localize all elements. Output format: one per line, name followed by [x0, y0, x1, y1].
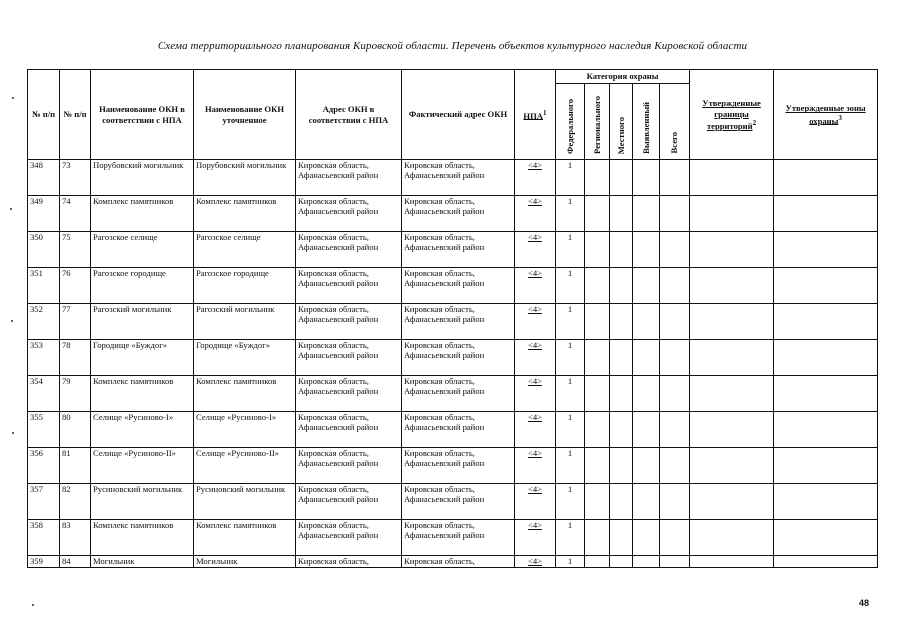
cell-cat-regional — [585, 448, 610, 484]
cell-npa — [515, 232, 556, 268]
cell-cat-local — [610, 556, 633, 568]
cell-num: 358 — [28, 520, 60, 556]
cell-cat-regional — [585, 268, 610, 304]
table-row — [28, 376, 878, 412]
cell-address-actual: Кировская область, Афанасьевский район — [402, 304, 515, 340]
cell-num: 357 — [28, 484, 60, 520]
table-row — [28, 196, 878, 232]
cell-address: Кировская область, Афанасьевский район — [296, 520, 402, 556]
cell-cat-total — [660, 340, 690, 376]
header-approved-zones — [774, 70, 878, 160]
scan-speck — [12, 97, 14, 99]
cell-name-refined: Селище «Русиново-II» — [194, 448, 296, 484]
cell-name: Рагозский могильник — [91, 304, 194, 340]
header-name-refined: Наименование ОКН уточненное — [194, 70, 296, 160]
header-cat-total — [660, 84, 690, 160]
header-approved-zones-footnote: 3 — [838, 113, 842, 122]
cell-address-actual: Кировская область, Афанасьевский район — [402, 520, 515, 556]
cell-npa — [515, 448, 556, 484]
cell-name-refined: Рагозское селище — [194, 232, 296, 268]
cell-cat-total — [660, 484, 690, 520]
cell-cat-federal: 1 — [556, 448, 585, 484]
cell-cat-federal: 1 — [556, 376, 585, 412]
table-row — [28, 160, 878, 196]
cell-cat-total — [660, 160, 690, 196]
cell-cat-federal: 1 — [556, 556, 585, 568]
cell-npa — [515, 484, 556, 520]
cell-num-2: 74 — [60, 196, 91, 232]
cell-cat-identified — [633, 412, 660, 448]
cell-zones — [774, 412, 878, 448]
cell-cat-identified — [633, 160, 660, 196]
cell-borders — [690, 376, 774, 412]
header-cat-local — [610, 84, 633, 160]
cell-address: Кировская область, Афанасьевский район — [296, 376, 402, 412]
npa-link[interactable]: <4> — [528, 340, 542, 350]
cell-address: Кировская область, Афанасьевский район — [296, 196, 402, 232]
cell-zones — [774, 268, 878, 304]
cell-borders — [690, 268, 774, 304]
cell-cat-regional — [585, 520, 610, 556]
npa-link[interactable]: <4> — [528, 484, 542, 494]
cell-cat-identified — [633, 376, 660, 412]
table-row — [28, 412, 878, 448]
cell-cat-regional — [585, 304, 610, 340]
cell-zones — [774, 304, 878, 340]
cell-num-2: 78 — [60, 340, 91, 376]
scan-speck — [12, 432, 14, 434]
cell-cat-federal: 1 — [556, 412, 585, 448]
cell-cat-federal: 1 — [556, 304, 585, 340]
header-npa-footnote: 1 — [543, 108, 547, 117]
cell-address-actual: Кировская область, Афанасьевский район — [402, 232, 515, 268]
cell-name: Порубовский могильник — [91, 160, 194, 196]
cell-num-2: 76 — [60, 268, 91, 304]
cell-zones — [774, 556, 878, 568]
cell-address: Кировская область, Афанасьевский район — [296, 340, 402, 376]
cell-zones — [774, 340, 878, 376]
header-address-actual: Фактический адрес ОКН — [402, 70, 515, 160]
cell-num-2: 82 — [60, 484, 91, 520]
npa-link[interactable]: <4> — [528, 376, 542, 386]
cell-address-actual: Кировская область, Афанасьевский район — [402, 196, 515, 232]
cell-cat-federal: 1 — [556, 232, 585, 268]
cell-address: Кировская область, — [296, 556, 402, 568]
header-approved-borders — [690, 70, 774, 160]
cell-zones — [774, 160, 878, 196]
npa-link[interactable]: <4> — [528, 160, 542, 170]
cell-cat-identified — [633, 484, 660, 520]
table-row — [28, 484, 878, 520]
header-cat-local-label: Местного — [615, 116, 626, 154]
cell-npa — [515, 196, 556, 232]
cell-cat-identified — [633, 340, 660, 376]
cell-address-actual: Кировская область, Афанасьевский район — [402, 448, 515, 484]
header-cat-regional-label: Регионального — [591, 95, 602, 154]
cell-borders — [690, 196, 774, 232]
cell-num-2: 79 — [60, 376, 91, 412]
cell-cat-regional — [585, 232, 610, 268]
cell-cat-federal: 1 — [556, 520, 585, 556]
cell-zones — [774, 448, 878, 484]
cell-cat-identified — [633, 556, 660, 568]
npa-link[interactable]: <4> — [528, 196, 542, 206]
cell-borders — [690, 484, 774, 520]
npa-link[interactable]: <4> — [528, 520, 542, 530]
table-row — [28, 304, 878, 340]
cell-borders — [690, 556, 774, 568]
cell-cat-local — [610, 232, 633, 268]
cell-cat-total — [660, 304, 690, 340]
header-cat-federal-label: Федерального — [564, 98, 575, 154]
cell-cat-local — [610, 376, 633, 412]
cell-name: Селище «Русиново-II» — [91, 448, 194, 484]
cell-num-2: 80 — [60, 412, 91, 448]
header-npa — [515, 70, 556, 160]
cell-num: 348 — [28, 160, 60, 196]
cell-address-actual: Кировская область, Афанасьевский район — [402, 412, 515, 448]
cell-cat-regional — [585, 340, 610, 376]
npa-link[interactable]: <4> — [528, 304, 542, 314]
cell-num-2: 81 — [60, 448, 91, 484]
cell-address-actual: Кировская область, Афанасьевский район — [402, 340, 515, 376]
cell-num: 354 — [28, 376, 60, 412]
cell-name-refined: Могильник — [194, 556, 296, 568]
cell-cat-local — [610, 304, 633, 340]
header-cat-identified — [633, 84, 660, 160]
cell-num: 353 — [28, 340, 60, 376]
cell-address-actual: Кировская область, Афанасьевский район — [402, 160, 515, 196]
cell-cat-local — [610, 412, 633, 448]
cell-name: Комплекс памятников — [91, 196, 194, 232]
cell-cat-local — [610, 160, 633, 196]
npa-link[interactable]: <4> — [528, 232, 542, 242]
cell-cat-identified — [633, 304, 660, 340]
cell-npa — [515, 412, 556, 448]
table-row — [28, 448, 878, 484]
cell-address-actual: Кировская область, Афанасьевский район — [402, 268, 515, 304]
table-row — [28, 556, 878, 568]
cell-cat-federal: 1 — [556, 340, 585, 376]
cell-borders — [690, 160, 774, 196]
header-approved-borders-footnote: 2 — [752, 118, 757, 127]
cell-cat-regional — [585, 376, 610, 412]
header-name-npa: Наименование ОКН в соответствии с НПА — [91, 70, 194, 160]
npa-link[interactable]: <4> — [528, 556, 542, 566]
header-cat-identified-label: Выявленный — [640, 102, 651, 154]
cell-zones — [774, 484, 878, 520]
cell-name: Комплекс памятников — [91, 376, 194, 412]
cell-num: 352 — [28, 304, 60, 340]
cell-cat-identified — [633, 232, 660, 268]
cell-cat-local — [610, 268, 633, 304]
table-row — [28, 232, 878, 268]
npa-link[interactable]: <4> — [528, 412, 542, 422]
cell-cat-identified — [633, 448, 660, 484]
cell-name: Селище «Русиново-I» — [91, 412, 194, 448]
cell-num-2: 73 — [60, 160, 91, 196]
cell-cat-regional — [585, 160, 610, 196]
cell-name: Комплекс памятников — [91, 520, 194, 556]
cell-cat-regional — [585, 412, 610, 448]
header-address-npa: Адрес ОКН в соответствии с НПА — [296, 70, 402, 160]
cell-cat-federal: 1 — [556, 268, 585, 304]
cell-name-refined: Рагозское городище — [194, 268, 296, 304]
cell-npa — [515, 160, 556, 196]
cell-address: Кировская область, Афанасьевский район — [296, 268, 402, 304]
table-row — [28, 340, 878, 376]
cell-npa — [515, 340, 556, 376]
cell-cat-total — [660, 376, 690, 412]
cell-cat-local — [610, 340, 633, 376]
cell-address: Кировская область, Афанасьевский район — [296, 484, 402, 520]
cell-borders — [690, 448, 774, 484]
header-num-2: № п/п — [60, 70, 91, 160]
npa-link[interactable]: <4> — [528, 268, 542, 278]
cell-num: 356 — [28, 448, 60, 484]
header-cat-federal — [556, 84, 585, 160]
cell-cat-regional — [585, 484, 610, 520]
document-title: Схема территориального планирования Кировской области. Перечень объектов культурного наследия Кировской области — [157, 40, 748, 52]
scan-speck — [11, 320, 13, 322]
cell-num: 351 — [28, 268, 60, 304]
cell-npa — [515, 556, 556, 568]
cell-name-refined: Комплекс памятников — [194, 376, 296, 412]
cell-npa — [515, 268, 556, 304]
table-row — [28, 268, 878, 304]
npa-link[interactable]: <4> — [528, 448, 542, 458]
scan-speck — [10, 208, 12, 210]
cell-cat-federal: 1 — [556, 196, 585, 232]
header-cat-total-label: Всего — [669, 132, 680, 154]
cell-name-refined: Городище «Буждог» — [194, 340, 296, 376]
header-approved-zones-label: Утвержденные зоны охраны — [785, 103, 866, 126]
cell-num: 359 — [28, 556, 60, 568]
cell-name: Рагозское селище — [91, 232, 194, 268]
cell-address: Кировская область, Афанасьевский район — [296, 232, 402, 268]
header-npa-label: НПА — [523, 110, 543, 121]
cell-cat-local — [610, 196, 633, 232]
cell-address: Кировская область, Афанасьевский район — [296, 412, 402, 448]
cell-num-2: 83 — [60, 520, 91, 556]
cell-npa — [515, 304, 556, 340]
header-category: Категория охраны — [556, 70, 690, 84]
cell-name-refined: Порубовский могильник — [194, 160, 296, 196]
cell-borders — [690, 304, 774, 340]
cell-cat-local — [610, 448, 633, 484]
cell-cat-federal: 1 — [556, 160, 585, 196]
cell-name-refined: Рагозский могильник — [194, 304, 296, 340]
cell-cat-regional — [585, 196, 610, 232]
cell-cat-total — [660, 556, 690, 568]
cell-cat-total — [660, 520, 690, 556]
cell-num-2: 75 — [60, 232, 91, 268]
cell-num: 355 — [28, 412, 60, 448]
cell-npa — [515, 520, 556, 556]
cell-cat-identified — [633, 196, 660, 232]
cell-address-actual: Кировская область, Афанасьевский район — [402, 484, 515, 520]
cell-address: Кировская область, Афанасьевский район — [296, 160, 402, 196]
cell-address: Кировская область, Афанасьевский район — [296, 448, 402, 484]
header-approved-borders-label: Утвержденные границы территорий — [702, 98, 761, 131]
cell-borders — [690, 520, 774, 556]
cell-address-actual: Кировская область, Афанасьевский район — [402, 376, 515, 412]
cell-name: Русиновский могильник — [91, 484, 194, 520]
page-number: 48 — [858, 598, 869, 608]
cell-num: 349 — [28, 196, 60, 232]
cell-address-actual: Кировская область, — [402, 556, 515, 568]
cell-cat-local — [610, 520, 633, 556]
cell-borders — [690, 412, 774, 448]
cell-cat-total — [660, 196, 690, 232]
cell-name: Могильник — [91, 556, 194, 568]
cell-cat-identified — [633, 268, 660, 304]
cell-zones — [774, 376, 878, 412]
cell-npa — [515, 376, 556, 412]
cell-num-2: 84 — [60, 556, 91, 568]
scan-speck — [32, 604, 34, 606]
cell-cat-local — [610, 484, 633, 520]
cell-cat-total — [660, 268, 690, 304]
cell-zones — [774, 196, 878, 232]
cell-cat-total — [660, 232, 690, 268]
cell-num: 350 — [28, 232, 60, 268]
cell-borders — [690, 232, 774, 268]
cell-cat-total — [660, 448, 690, 484]
cell-cat-federal: 1 — [556, 484, 585, 520]
heritage-table — [27, 69, 878, 568]
table-row — [28, 520, 878, 556]
header-cat-regional — [585, 84, 610, 160]
cell-cat-regional — [585, 556, 610, 568]
cell-name: Рагозское городище — [91, 268, 194, 304]
cell-cat-total — [660, 412, 690, 448]
cell-name-refined: Комплекс памятников — [194, 196, 296, 232]
cell-name: Городище «Буждог» — [91, 340, 194, 376]
header-num: № п/п — [28, 70, 60, 160]
cell-zones — [774, 232, 878, 268]
cell-name-refined: Русиновский могильник — [194, 484, 296, 520]
cell-borders — [690, 340, 774, 376]
cell-zones — [774, 520, 878, 556]
cell-num-2: 77 — [60, 304, 91, 340]
cell-name-refined: Селище «Русиново-I» — [194, 412, 296, 448]
cell-name-refined: Комплекс памятников — [194, 520, 296, 556]
cell-address: Кировская область, Афанасьевский район — [296, 304, 402, 340]
cell-cat-identified — [633, 520, 660, 556]
